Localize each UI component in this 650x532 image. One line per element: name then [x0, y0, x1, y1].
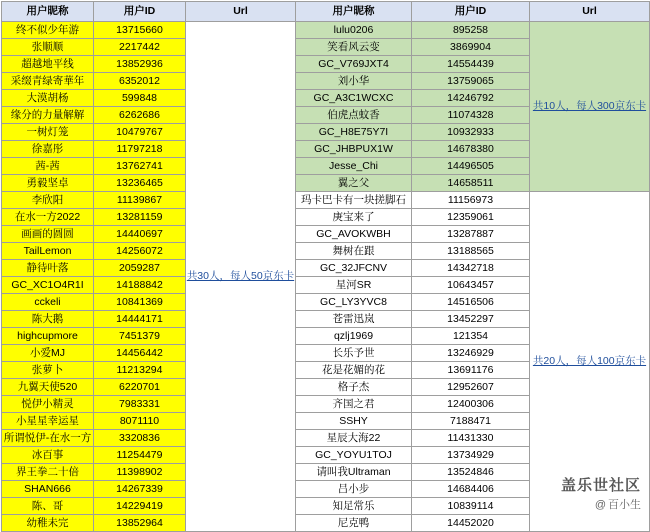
right-id-cell[interactable]: 13188565	[412, 243, 530, 260]
left-nickname-cell[interactable]: 界王拳二十倍	[2, 464, 94, 481]
left-nickname-cell[interactable]: 大漠胡杨	[2, 90, 94, 107]
right-nickname-cell[interactable]: 翼之父	[296, 175, 412, 192]
right-nickname-cell[interactable]: GC_JHBPUX1W	[296, 141, 412, 158]
left-nickname-cell[interactable]: 采缀青绿寄華年	[2, 73, 94, 90]
left-nickname-cell[interactable]: 茜-茜	[2, 158, 94, 175]
right-id-cell[interactable]: 13246929	[412, 345, 530, 362]
right-nickname-cell[interactable]: 苍雷迅岚	[296, 311, 412, 328]
right-nickname-cell[interactable]: Jesse_Chi	[296, 158, 412, 175]
right-nickname-cell[interactable]: 舞树在跟	[296, 243, 412, 260]
right-id-cell[interactable]: 11156973	[412, 192, 530, 209]
left-nickname-cell[interactable]: SHAN666	[2, 481, 94, 498]
right-white-url-link[interactable]: 共20人，每人100京东卡	[532, 355, 647, 367]
right-nickname-cell[interactable]: GC_A3C1WCXC	[296, 90, 412, 107]
right-id-cell[interactable]: 121354	[412, 328, 530, 345]
right-id-cell[interactable]: 14678380	[412, 141, 530, 158]
left-url-link[interactable]: 共30人，每人50京东卡	[186, 270, 295, 282]
left-id-cell[interactable]: 6262686	[94, 107, 186, 124]
header-right-url: Url	[530, 2, 650, 22]
right-green-url-link[interactable]: 共10人，每人300京东卡	[532, 100, 647, 112]
left-nickname-cell[interactable]: 徐嘉彤	[2, 141, 94, 158]
right-nickname-cell[interactable]: 笑看风云变	[296, 39, 412, 56]
right-id-cell[interactable]: 13734929	[412, 447, 530, 464]
left-id-cell[interactable]: 7451379	[94, 328, 186, 345]
left-nickname-cell[interactable]: 李欣阳	[2, 192, 94, 209]
right-id-cell[interactable]: 13524846	[412, 464, 530, 481]
left-nickname-cell[interactable]: 超越地平线	[2, 56, 94, 73]
right-nickname-cell[interactable]: qzlj1969	[296, 328, 412, 345]
right-id-cell[interactable]: 3869904	[412, 39, 530, 56]
right-nickname-cell[interactable]: GC_AVOKWBH	[296, 226, 412, 243]
spreadsheet	[1, 1, 649, 529]
left-id-cell[interactable]: 8071110	[94, 413, 186, 430]
right-nickname-cell[interactable]: 星河SR	[296, 277, 412, 294]
right-id-cell[interactable]: 13452297	[412, 311, 530, 328]
winners-table	[1, 1, 650, 532]
left-nickname-cell[interactable]: 静待叶落	[2, 260, 94, 277]
left-nickname-cell[interactable]: 悦伊小精灵	[2, 396, 94, 413]
left-nickname-cell[interactable]: 冰百事	[2, 447, 94, 464]
header-right-nickname: 用户昵称	[296, 2, 412, 22]
left-id-cell[interactable]: 6352012	[94, 73, 186, 90]
left-id-cell[interactable]: 7983331	[94, 396, 186, 413]
right-id-cell[interactable]: 10839114	[412, 498, 530, 515]
left-id-cell[interactable]: 3320836	[94, 430, 186, 447]
right-id-cell[interactable]: 13691176	[412, 362, 530, 379]
right-nickname-cell[interactable]: 星辰大海22	[296, 430, 412, 447]
left-nickname-cell[interactable]: 勇毅坚卓	[2, 175, 94, 192]
left-nickname-cell[interactable]: 画画的圆圆	[2, 226, 94, 243]
left-nickname-cell[interactable]: 缘分的力量解解	[2, 107, 94, 124]
right-id-cell[interactable]: 7188471	[412, 413, 530, 430]
right-id-cell[interactable]: 14452020	[412, 515, 530, 532]
left-id-cell[interactable]: 13852964	[94, 515, 186, 532]
right-id-cell[interactable]: 10643457	[412, 277, 530, 294]
left-id-cell[interactable]: 14456442	[94, 345, 186, 362]
left-nickname-cell[interactable]: 所谓悦伊-在水一方	[2, 430, 94, 447]
right-nickname-cell[interactable]: 尼克鸭	[296, 515, 412, 532]
left-id-cell[interactable]: 2217442	[94, 39, 186, 56]
left-id-cell[interactable]: 14267339	[94, 481, 186, 498]
right-nickname-cell[interactable]: 玛卡巴卡有一块搓脚石	[296, 192, 412, 209]
right-nickname-cell[interactable]: 格子杰	[296, 379, 412, 396]
right-nickname-cell[interactable]: 伯虎点蚊香	[296, 107, 412, 124]
right-nickname-cell[interactable]: 齐国之君	[296, 396, 412, 413]
right-nickname-cell[interactable]: GC_H8E75Y7I	[296, 124, 412, 141]
header-row	[2, 2, 650, 22]
right-id-cell[interactable]: 13759065	[412, 73, 530, 90]
left-nickname-cell[interactable]: TailLemon	[2, 243, 94, 260]
right-id-cell[interactable]: 13287887	[412, 226, 530, 243]
left-nickname-cell[interactable]: 陈、哥	[2, 498, 94, 515]
right-id-cell[interactable]: 11431330	[412, 430, 530, 447]
right-id-cell[interactable]: 14342718	[412, 260, 530, 277]
watermark-main: 盖乐世社区	[560, 477, 641, 494]
left-nickname-cell[interactable]: 在水一方2022	[2, 209, 94, 226]
right-nickname-cell[interactable]: 知足常乐	[296, 498, 412, 515]
left-nickname-cell[interactable]: 张顺顺	[2, 39, 94, 56]
left-id-cell[interactable]: 11213294	[94, 362, 186, 379]
header-left-url: Url	[186, 2, 296, 22]
right-id-cell[interactable]: 10932933	[412, 124, 530, 141]
left-nickname-cell[interactable]: GC_XC1O4R1I	[2, 277, 94, 294]
left-id-cell[interactable]: 14229419	[94, 498, 186, 515]
right-id-cell[interactable]: 12359061	[412, 209, 530, 226]
left-id-cell[interactable]: 11797218	[94, 141, 186, 158]
right-nickname-cell[interactable]: lulu0206	[296, 22, 412, 39]
right-nickname-cell[interactable]: GC_32JFCNV	[296, 260, 412, 277]
header-left-id: 用户ID	[94, 2, 186, 22]
right-nickname-cell[interactable]: GC_V769JXT4	[296, 56, 412, 73]
right-nickname-cell[interactable]: 吕小步	[296, 481, 412, 498]
left-id-cell[interactable]: 13236465	[94, 175, 186, 192]
right-id-cell[interactable]: 14684406	[412, 481, 530, 498]
left-nickname-cell[interactable]: cckeli	[2, 294, 94, 311]
right-id-cell[interactable]: 895258	[412, 22, 530, 39]
left-id-cell[interactable]: 14188842	[94, 277, 186, 294]
right-id-cell[interactable]: 12952607	[412, 379, 530, 396]
left-id-cell[interactable]: 13852936	[94, 56, 186, 73]
watermark-sub: 百小生	[608, 499, 641, 511]
table-row	[2, 192, 650, 209]
watermark-at-icon: @	[594, 499, 606, 511]
right-nickname-cell[interactable]: GC_LY3YVC8	[296, 294, 412, 311]
left-id-cell[interactable]: 13715660	[94, 22, 186, 39]
right-id-cell[interactable]: 11074328	[412, 107, 530, 124]
table-row	[2, 22, 650, 39]
header-right-id: 用户ID	[412, 2, 530, 22]
left-nickname-cell[interactable]: highcupmore	[2, 328, 94, 345]
left-url-cell[interactable]	[186, 22, 296, 532]
right-id-cell[interactable]: 14658511	[412, 175, 530, 192]
left-nickname-cell[interactable]: 幼稚未完	[2, 515, 94, 532]
left-nickname-cell[interactable]: 九翼天使520	[2, 379, 94, 396]
right-green-url-cell[interactable]	[530, 22, 650, 192]
left-id-cell[interactable]: 14444171	[94, 311, 186, 328]
right-nickname-cell[interactable]: 花是花媚的花	[296, 362, 412, 379]
left-id-cell[interactable]: 599848	[94, 90, 186, 107]
right-nickname-cell[interactable]: 刘小华	[296, 73, 412, 90]
left-id-cell[interactable]: 2059287	[94, 260, 186, 277]
right-nickname-cell[interactable]: 庚宝来了	[296, 209, 412, 226]
right-id-cell[interactable]: 14496505	[412, 158, 530, 175]
left-nickname-cell[interactable]: 一树灯笼	[2, 124, 94, 141]
right-nickname-cell[interactable]: 请叫我Ultraman	[296, 464, 412, 481]
left-nickname-cell[interactable]: 陈大鹅	[2, 311, 94, 328]
left-id-cell[interactable]: 11254479	[94, 447, 186, 464]
right-id-cell[interactable]: 12400306	[412, 396, 530, 413]
left-id-cell[interactable]: 14256072	[94, 243, 186, 260]
left-id-cell[interactable]: 11398902	[94, 464, 186, 481]
watermark	[561, 474, 641, 513]
left-id-cell[interactable]: 14440697	[94, 226, 186, 243]
left-id-cell[interactable]: 10841369	[94, 294, 186, 311]
left-id-cell[interactable]: 11139867	[94, 192, 186, 209]
right-nickname-cell[interactable]: 长乐予世	[296, 345, 412, 362]
right-nickname-cell[interactable]: GC_YOYU1TOJ	[296, 447, 412, 464]
right-id-cell[interactable]: 14516506	[412, 294, 530, 311]
left-id-cell[interactable]: 13281159	[94, 209, 186, 226]
left-id-cell[interactable]: 6220701	[94, 379, 186, 396]
right-id-cell[interactable]: 14246792	[412, 90, 530, 107]
right-nickname-cell[interactable]: SSHY	[296, 413, 412, 430]
left-id-cell[interactable]: 13762741	[94, 158, 186, 175]
left-nickname-cell[interactable]: 终不似少年游	[2, 22, 94, 39]
header-left-nickname: 用户昵称	[2, 2, 94, 22]
left-nickname-cell[interactable]: 小爱MJ	[2, 345, 94, 362]
left-nickname-cell[interactable]: 张萝卜	[2, 362, 94, 379]
left-id-cell[interactable]: 10479767	[94, 124, 186, 141]
right-id-cell[interactable]: 14554439	[412, 56, 530, 73]
left-nickname-cell[interactable]: 小星星幸运星	[2, 413, 94, 430]
